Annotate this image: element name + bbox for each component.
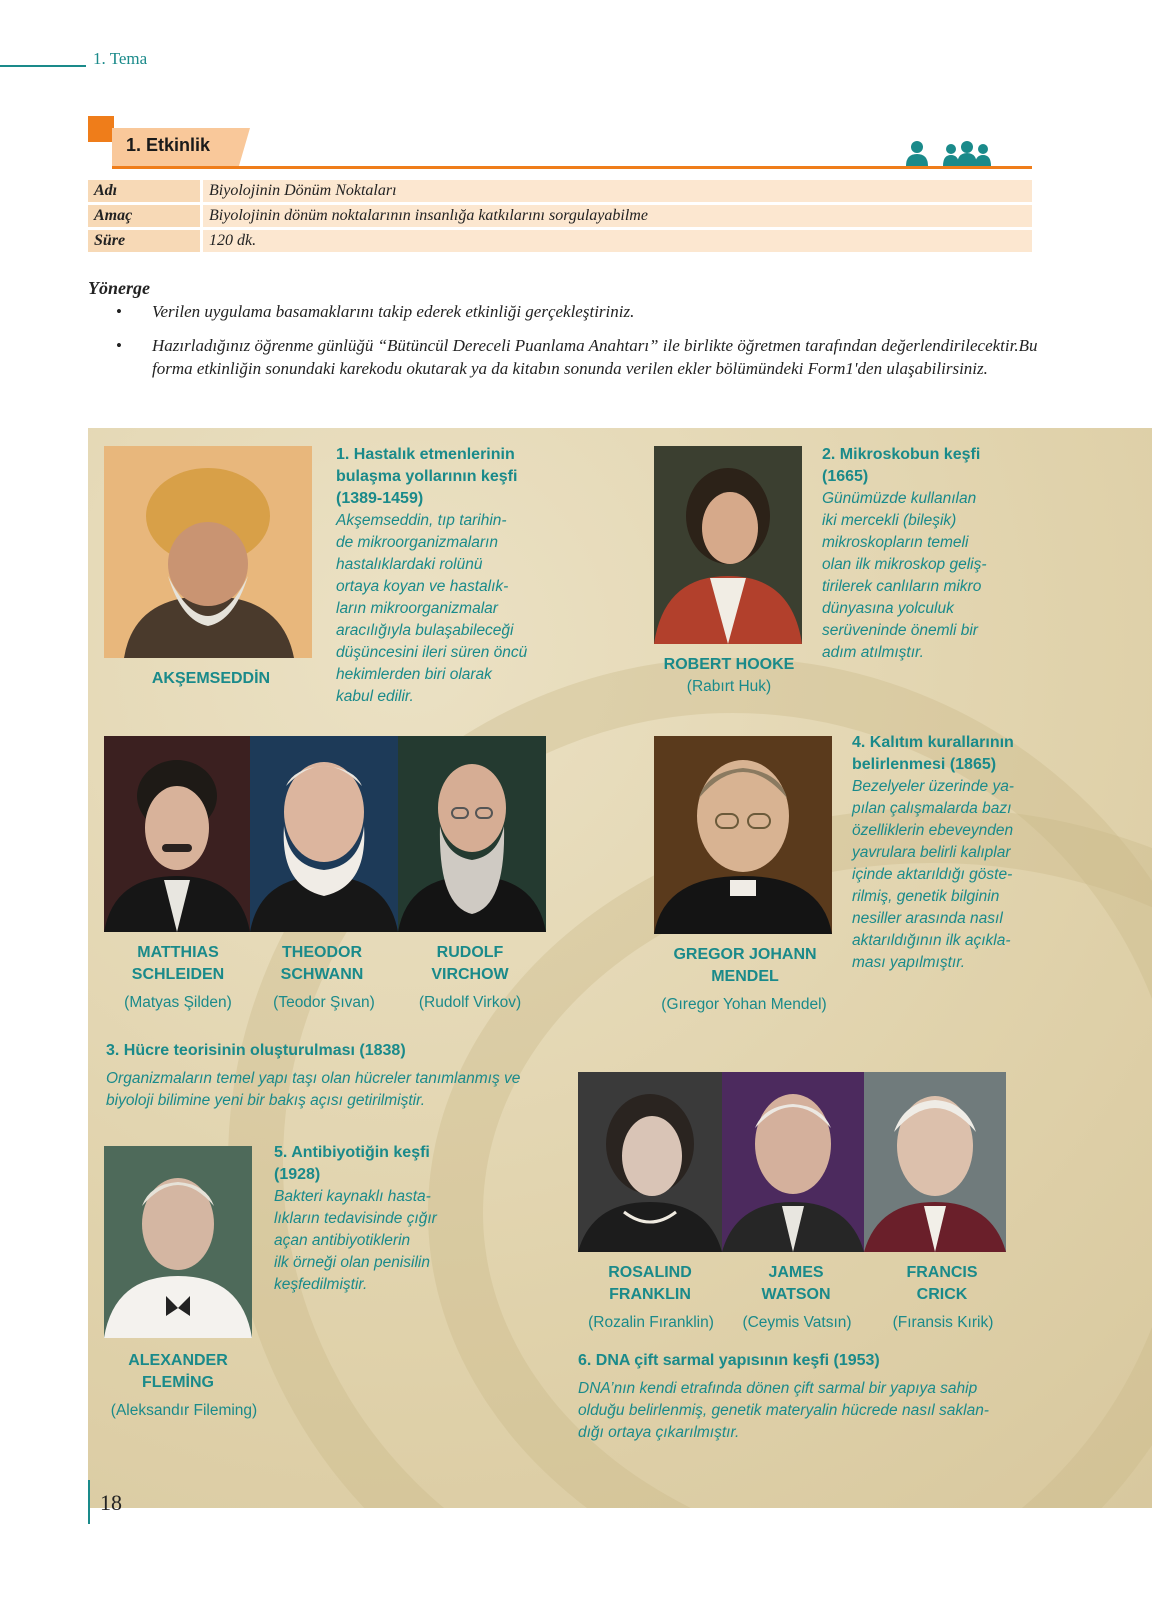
milestone-body: açan antibiyotiklerin — [274, 1232, 411, 1249]
milestone-body: serüveninde önemli bir — [822, 622, 978, 639]
name-line: CRICK — [916, 1286, 968, 1303]
milestone-body: düşüncesini ileri süren öncü — [336, 644, 528, 661]
milestone-body: tirilerek canlıların mikro — [822, 578, 982, 595]
milestone-heading: (1928) — [274, 1166, 321, 1183]
person-name: AKŞEMSEDDİN — [151, 670, 271, 687]
activity-rule — [112, 166, 1032, 169]
name-line: FRANCIS — [906, 1264, 978, 1281]
table-value: Biyolojinin Dönüm Noktaları — [202, 180, 1033, 204]
milestone-body: olan ilk mikroskop geliş- — [822, 556, 987, 573]
portrait-alexander-fleming — [104, 1146, 252, 1338]
portrait-theodor-schwann — [250, 736, 398, 932]
table-row — [88, 180, 1032, 204]
milestone-3 — [106, 1040, 566, 1112]
milestone-body: adım atılmıştır. — [822, 644, 924, 661]
person-name — [650, 944, 840, 988]
milestone-body: iki mercekli (bileşik) — [822, 512, 957, 529]
milestone-6 — [578, 1350, 1048, 1444]
portrait-gregor-mendel — [654, 736, 832, 934]
milestone-1 — [336, 444, 556, 708]
milestone-body: lıkların tedavisinde çığır — [274, 1210, 437, 1227]
milestone-body: ortaya koyan ve hastalık- — [336, 578, 509, 595]
page-number-rule — [88, 1480, 90, 1524]
milestone-body: özelliklerin ebeveynden — [852, 822, 1014, 839]
milestone-body: yavrulara belirli kalıplar — [852, 844, 1011, 861]
person-pronunciation: (Rabırt Huk) — [686, 678, 772, 695]
instructions-title: Yönerge — [88, 278, 150, 298]
name-line: MATTHIAS — [137, 944, 219, 961]
milestone-body: olduğu belirlenmiş, genetik materyalin hücrede nasıl saklan- — [578, 1402, 989, 1419]
instruction-item — [116, 300, 1066, 323]
milestone-body: nesiller arasında nasıl — [852, 910, 1003, 927]
milestone-body: aracılığıyla bulaşabileceği — [336, 622, 514, 639]
person-pronunciation: (Fıransis Kırik) — [892, 1314, 994, 1331]
milestone-body: biyoloji bilimine yeni bir bakış açısı getirilmiştir. — [106, 1092, 425, 1109]
name-line: FRANKLIN — [609, 1286, 691, 1303]
person-name — [722, 1262, 870, 1306]
activity-title: 1. Etkinlik — [126, 135, 211, 155]
milestone-body: rilmiş, genetik bilginin — [852, 888, 1000, 905]
milestone-body: Bakteri kaynaklı hasta- — [274, 1188, 431, 1205]
activity-marker — [88, 116, 114, 142]
table-key: Adı — [88, 180, 202, 204]
milestone-body: dünyasına yolculuk — [822, 600, 954, 617]
portrait-robert-hooke — [654, 446, 802, 644]
milestone-body: de mikroorganizmaların — [336, 534, 498, 551]
milestone-heading: 4. Kalıtım kurallarının — [852, 734, 1014, 751]
name-line: VIRCHOW — [431, 966, 509, 983]
bullet: • — [116, 336, 122, 355]
page-number: 18 — [100, 1490, 122, 1515]
table-row — [88, 204, 1032, 229]
milestone-2 — [822, 444, 1022, 664]
person-pronunciation: (Matyas Şilden) — [124, 994, 232, 1011]
name-line: THEODOR — [282, 944, 362, 961]
theme-rule — [0, 65, 86, 67]
portrait-james-watson — [722, 1072, 864, 1252]
instruction-text: Hazırladığınız öğrenme günlüğü “Bütüncül Dereceli Puanlama Anahtarı” ile birlikte öğretmen tarafından değerlendirilecektir.Bu forma etkinliğin sonundaki karekodu okutarak ya da kitabın sonunda verilen ekler bölümündeki Form1'den ulaşabilirsiniz. — [152, 336, 1038, 378]
activity-info-table — [88, 180, 1032, 255]
name-line: ROSALIND — [608, 1264, 692, 1281]
name-line: SCHWANN — [280, 966, 364, 983]
person-pronunciation: (Rozalin Fıranklin) — [588, 1314, 714, 1331]
person-pronunciation: (Rudolf Virkov) — [418, 994, 522, 1011]
milestone-heading: 5. Antibiyotiğin keşfi — [274, 1144, 430, 1161]
table-value: Biyolojinin dönüm noktalarının insanlığa katkılarını sorgulayabilme — [202, 204, 1033, 229]
name-line: SCHLEIDEN — [131, 966, 225, 983]
milestone-body: ilk örneği olan penisilin — [274, 1254, 430, 1271]
milestone-body: DNA’nın kendi etrafında dönen çift sarmal bir yapıya sahip — [578, 1380, 978, 1397]
milestone-body: aktarıldığının ilk açıkla- — [852, 932, 1011, 949]
name-line: JAMES — [768, 1264, 824, 1281]
instruction-text: Verilen uygulama basamaklarını takip ederek etkinliği gerçekleştiriniz. — [152, 302, 635, 321]
milestone-4 — [852, 732, 1048, 974]
milestone-body: dığı ortaya çıkarılmıştır. — [578, 1424, 740, 1441]
name-line: ALEXANDER — [128, 1352, 228, 1369]
milestone-body: Günümüzde kullanılan — [822, 490, 977, 507]
person-name: ROBERT HOOKE — [663, 656, 795, 673]
milestone-heading: (1665) — [822, 468, 869, 485]
group-icon — [942, 140, 992, 166]
milestone-body: kabul edilir. — [336, 688, 414, 705]
person-name — [104, 942, 252, 986]
milestone-body: hekimlerden biri olarak — [336, 666, 492, 683]
milestone-body: keşfedilmiştir. — [274, 1276, 368, 1293]
portrait-francis-crick — [864, 1072, 1006, 1252]
name-line: FLEMİNG — [142, 1374, 214, 1391]
name-line: MENDEL — [711, 968, 779, 985]
portrait-rosalind-franklin — [578, 1072, 722, 1252]
milestone-body: içinde aktarıldığı göste- — [852, 866, 1013, 883]
person-icon — [904, 140, 930, 166]
milestone-body: Akşemseddin, tıp tarihin- — [336, 512, 507, 529]
name-line: RUDOLF — [436, 944, 504, 961]
milestone-heading: 2. Mikroskobun keşfi — [822, 446, 981, 463]
milestone-body: mikroskopların temeli — [822, 534, 969, 551]
person-pronunciation: (Teodor Şıvan) — [273, 994, 375, 1011]
portrait-matthias-schleiden — [104, 736, 250, 932]
milestone-heading: bulaşma yollarının keşfi — [336, 468, 518, 485]
person-name — [248, 942, 396, 986]
table-key: Amaç — [88, 204, 202, 229]
milestone-body: pılan çalışmalarda bazı — [852, 800, 1012, 817]
person-name — [396, 942, 544, 986]
milestone-5 — [274, 1142, 474, 1296]
name-line: WATSON — [761, 1286, 831, 1303]
milestone-body: Bezelyeler üzerinde ya- — [852, 778, 1014, 795]
milestone-body: hastalıklardaki rolünü — [336, 556, 483, 573]
table-row — [88, 229, 1032, 254]
person-name — [576, 1262, 724, 1306]
theme-label: 1. Tema — [93, 49, 148, 68]
milestone-body: Organizmaların temel yapı taşı olan hücreler tanımlanmış ve — [106, 1070, 521, 1087]
milestone-body: ların mikroorganizmalar — [336, 600, 498, 617]
milestone-heading: 1. Hastalık etmenlerinin — [336, 446, 515, 463]
portrait-akşemseddin — [104, 446, 312, 658]
person-pronunciation: (Ceymis Vatsın) — [742, 1314, 852, 1331]
milestone-heading: 6. DNA çift sarmal yapısının keşfi (1953) — [578, 1352, 880, 1369]
person-pronunciation: (Aleksandır Fileming) — [110, 1402, 258, 1419]
bullet: • — [116, 302, 122, 321]
portrait-rudolf-virchow — [398, 736, 546, 932]
person-pronunciation: (Gıregor Yohan Mendel) — [661, 996, 827, 1013]
person-name — [100, 1350, 256, 1394]
milestone-heading: 3. Hücre teorisinin oluşturulması (1838) — [106, 1042, 406, 1059]
milestone-body: ması yapılmıştır. — [852, 954, 966, 971]
table-value: 120 dk. — [202, 229, 1033, 254]
name-line: GREGOR JOHANN — [673, 946, 817, 963]
instruction-item — [116, 334, 1066, 380]
table-key: Süre — [88, 229, 202, 254]
milestone-heading: belirlenmesi (1865) — [852, 756, 997, 773]
milestone-heading: (1389-1459) — [336, 490, 424, 507]
person-name — [868, 1262, 1016, 1306]
